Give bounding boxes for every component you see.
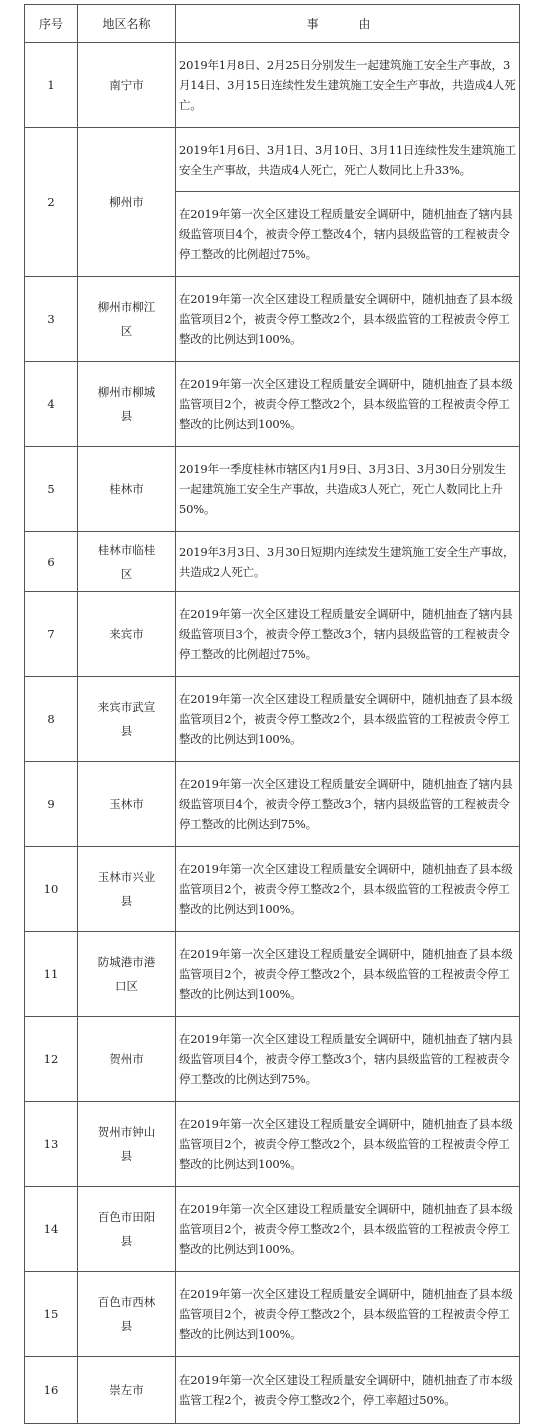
region-name: 来宾市武宣县 — [97, 700, 156, 738]
row-number: 16 — [25, 1357, 78, 1424]
reason-text: 在2019年第一次全区建设工程质量安全调研中，随机抽查了县本级监管项目2个，被责令停工整改2个，县本级监管的工程被责令停工整改的比例达到100%。 — [176, 277, 520, 362]
region-name: 玉林市 — [109, 797, 144, 811]
row-number: 10 — [25, 847, 78, 932]
row-number: 11 — [25, 932, 78, 1017]
region-name: 贺州市钟山县 — [97, 1125, 156, 1163]
row-number: 2 — [25, 128, 78, 277]
region-name-cell — [78, 932, 176, 1017]
region-name: 百色市田阳县 — [97, 1210, 156, 1248]
row-number: 7 — [25, 592, 78, 677]
reason-text: 2019年1月6日、3月1日、3月10日、3月11日连续性发生建筑施工安全生产事故，共造成4人死亡，死亡人数同比上升33%。 — [176, 128, 520, 192]
row-number: 3 — [25, 277, 78, 362]
region-name-cell — [78, 1187, 176, 1272]
region-name-cell — [78, 677, 176, 762]
reason-text: 在2019年第一次全区建设工程质量安全调研中，随机抽查了县本级监管项目2个，被责令停工整改2个，县本级监管的工程被责令停工整改的比例达到100%。 — [176, 847, 520, 932]
table-row — [25, 1017, 520, 1102]
row-number: 1 — [25, 43, 78, 128]
region-name: 柳州市柳江区 — [97, 300, 156, 338]
table-row — [25, 362, 520, 447]
row-number: 5 — [25, 447, 78, 532]
table-row — [25, 592, 520, 677]
region-name: 防城港市港口区 — [97, 955, 156, 993]
table-row — [25, 677, 520, 762]
reason-text: 在2019年第一次全区建设工程质量安全调研中，随机抽查了辖内县级监管项目4个，被责令停工整改3个，辖内县级监管的工程被责令停工整改的比例达到75%。 — [176, 1017, 520, 1102]
reason-text: 在2019年第一次全区建设工程质量安全调研中，随机抽查了县本级监管项目2个，被责令停工整改2个，县本级监管的工程被责令停工整改的比例达到100%。 — [176, 932, 520, 1017]
region-name-cell — [78, 592, 176, 677]
table-row — [25, 932, 520, 1017]
accountability-table — [24, 4, 520, 1424]
reason-text: 在2019年第一次全区建设工程质量安全调研中，随机抽查了辖内县级监管项目4个，被责令停工整改4个，辖内县级监管的工程被责令停工整改的比例超过75%。 — [176, 192, 520, 277]
table-row — [25, 532, 520, 592]
region-name-cell — [78, 847, 176, 932]
region-name: 桂林市临桂区 — [97, 542, 156, 581]
region-name: 贺州市 — [109, 1052, 144, 1066]
row-number: 6 — [25, 532, 78, 592]
header-no: 序号 — [25, 5, 78, 43]
table-row — [25, 847, 520, 932]
region-name: 桂林市 — [109, 482, 144, 496]
reason-text: 2019年3月3日、3月30日短期内连续发生建筑施工安全生产事故，共造成2人死亡。 — [176, 532, 520, 592]
table-row — [25, 277, 520, 362]
row-number: 9 — [25, 762, 78, 847]
reason-text: 2019年一季度桂林市辖区内1月9日、3月3日、3月30日分别发生一起建筑施工安全生产事故，共造成3人死亡，死亡人数同比上升50%。 — [176, 447, 520, 532]
row-number: 14 — [25, 1187, 78, 1272]
region-name-cell — [78, 447, 176, 532]
region-name: 南宁市 — [109, 78, 144, 92]
reason-text: 在2019年第一次全区建设工程质量安全调研中，随机抽查了县本级监管项目2个，被责令停工整改2个，县本级监管的工程被责令停工整改的比例达到100%。 — [176, 1102, 520, 1187]
region-name: 来宾市 — [109, 627, 144, 641]
reason-text: 在2019年第一次全区建设工程质量安全调研中，随机抽查了县本级监管项目2个，被责令停工整改2个，县本级监管的工程被责令停工整改的比例达到100%。 — [176, 677, 520, 762]
region-name-cell — [78, 277, 176, 362]
header-region: 地区名称 — [78, 5, 176, 43]
table-row — [25, 1272, 520, 1357]
region-name-cell — [78, 1357, 176, 1424]
table-row — [25, 43, 520, 128]
region-name: 柳州市 — [109, 195, 144, 209]
region-name-cell — [78, 1272, 176, 1357]
header-reason: 事 由 — [176, 5, 520, 43]
region-name-cell — [78, 1017, 176, 1102]
region-name-cell — [78, 532, 176, 592]
region-name-cell — [78, 1102, 176, 1187]
table-row — [25, 1102, 520, 1187]
region-name: 崇左市 — [109, 1383, 144, 1397]
table-row — [25, 128, 520, 192]
region-name-cell — [78, 362, 176, 447]
table-row — [25, 447, 520, 532]
reason-text: 在2019年第一次全区建设工程质量安全调研中，随机抽查了县本级监管项目2个，被责令停工整改2个，县本级监管的工程被责令停工整改的比例达到100%。 — [176, 1272, 520, 1357]
reason-text: 2019年1月8日、2月25日分别发生一起建筑施工安全生产事故，3月14日、3月15日连续性发生建筑施工安全生产事故，共造成4人死亡。 — [176, 43, 520, 128]
reason-text: 在2019年第一次全区建设工程质量安全调研中，随机抽查了辖内县级监管项目3个，被责令停工整改3个，辖内县级监管的工程被责令停工整改的比例超过75%。 — [176, 592, 520, 677]
table-body — [25, 43, 520, 1424]
row-number: 13 — [25, 1102, 78, 1187]
reason-text: 在2019年第一次全区建设工程质量安全调研中，随机抽查了县本级监管项目2个，被责令停工整改2个，县本级监管的工程被责令停工整改的比例达到100%。 — [176, 1187, 520, 1272]
row-number: 12 — [25, 1017, 78, 1102]
table-row — [25, 1187, 520, 1272]
row-number: 15 — [25, 1272, 78, 1357]
region-name: 柳州市柳城县 — [97, 385, 156, 423]
table-row — [25, 1357, 520, 1424]
region-name-cell — [78, 762, 176, 847]
table-header-row — [25, 5, 520, 43]
region-name-cell — [78, 43, 176, 128]
reason-text: 在2019年第一次全区建设工程质量安全调研中，随机抽查了县本级监管项目2个，被责令停工整改2个，县本级监管的工程被责令停工整改的比例达到100%。 — [176, 362, 520, 447]
table-row — [25, 762, 520, 847]
row-number: 8 — [25, 677, 78, 762]
row-number: 4 — [25, 362, 78, 447]
region-name-cell — [78, 128, 176, 277]
region-name: 百色市西林县 — [97, 1295, 156, 1333]
region-name: 玉林市兴业县 — [97, 870, 156, 908]
reason-text: 在2019年第一次全区建设工程质量安全调研中，随机抽查了辖内县级监管项目4个，被责令停工整改3个，辖内县级监管的工程被责令停工整改的比例达到75%。 — [176, 762, 520, 847]
reason-text: 在2019年第一次全区建设工程质量安全调研中，随机抽查了市本级监管工程2个，被责令停工整改2个，停工率超过50%。 — [176, 1357, 520, 1424]
